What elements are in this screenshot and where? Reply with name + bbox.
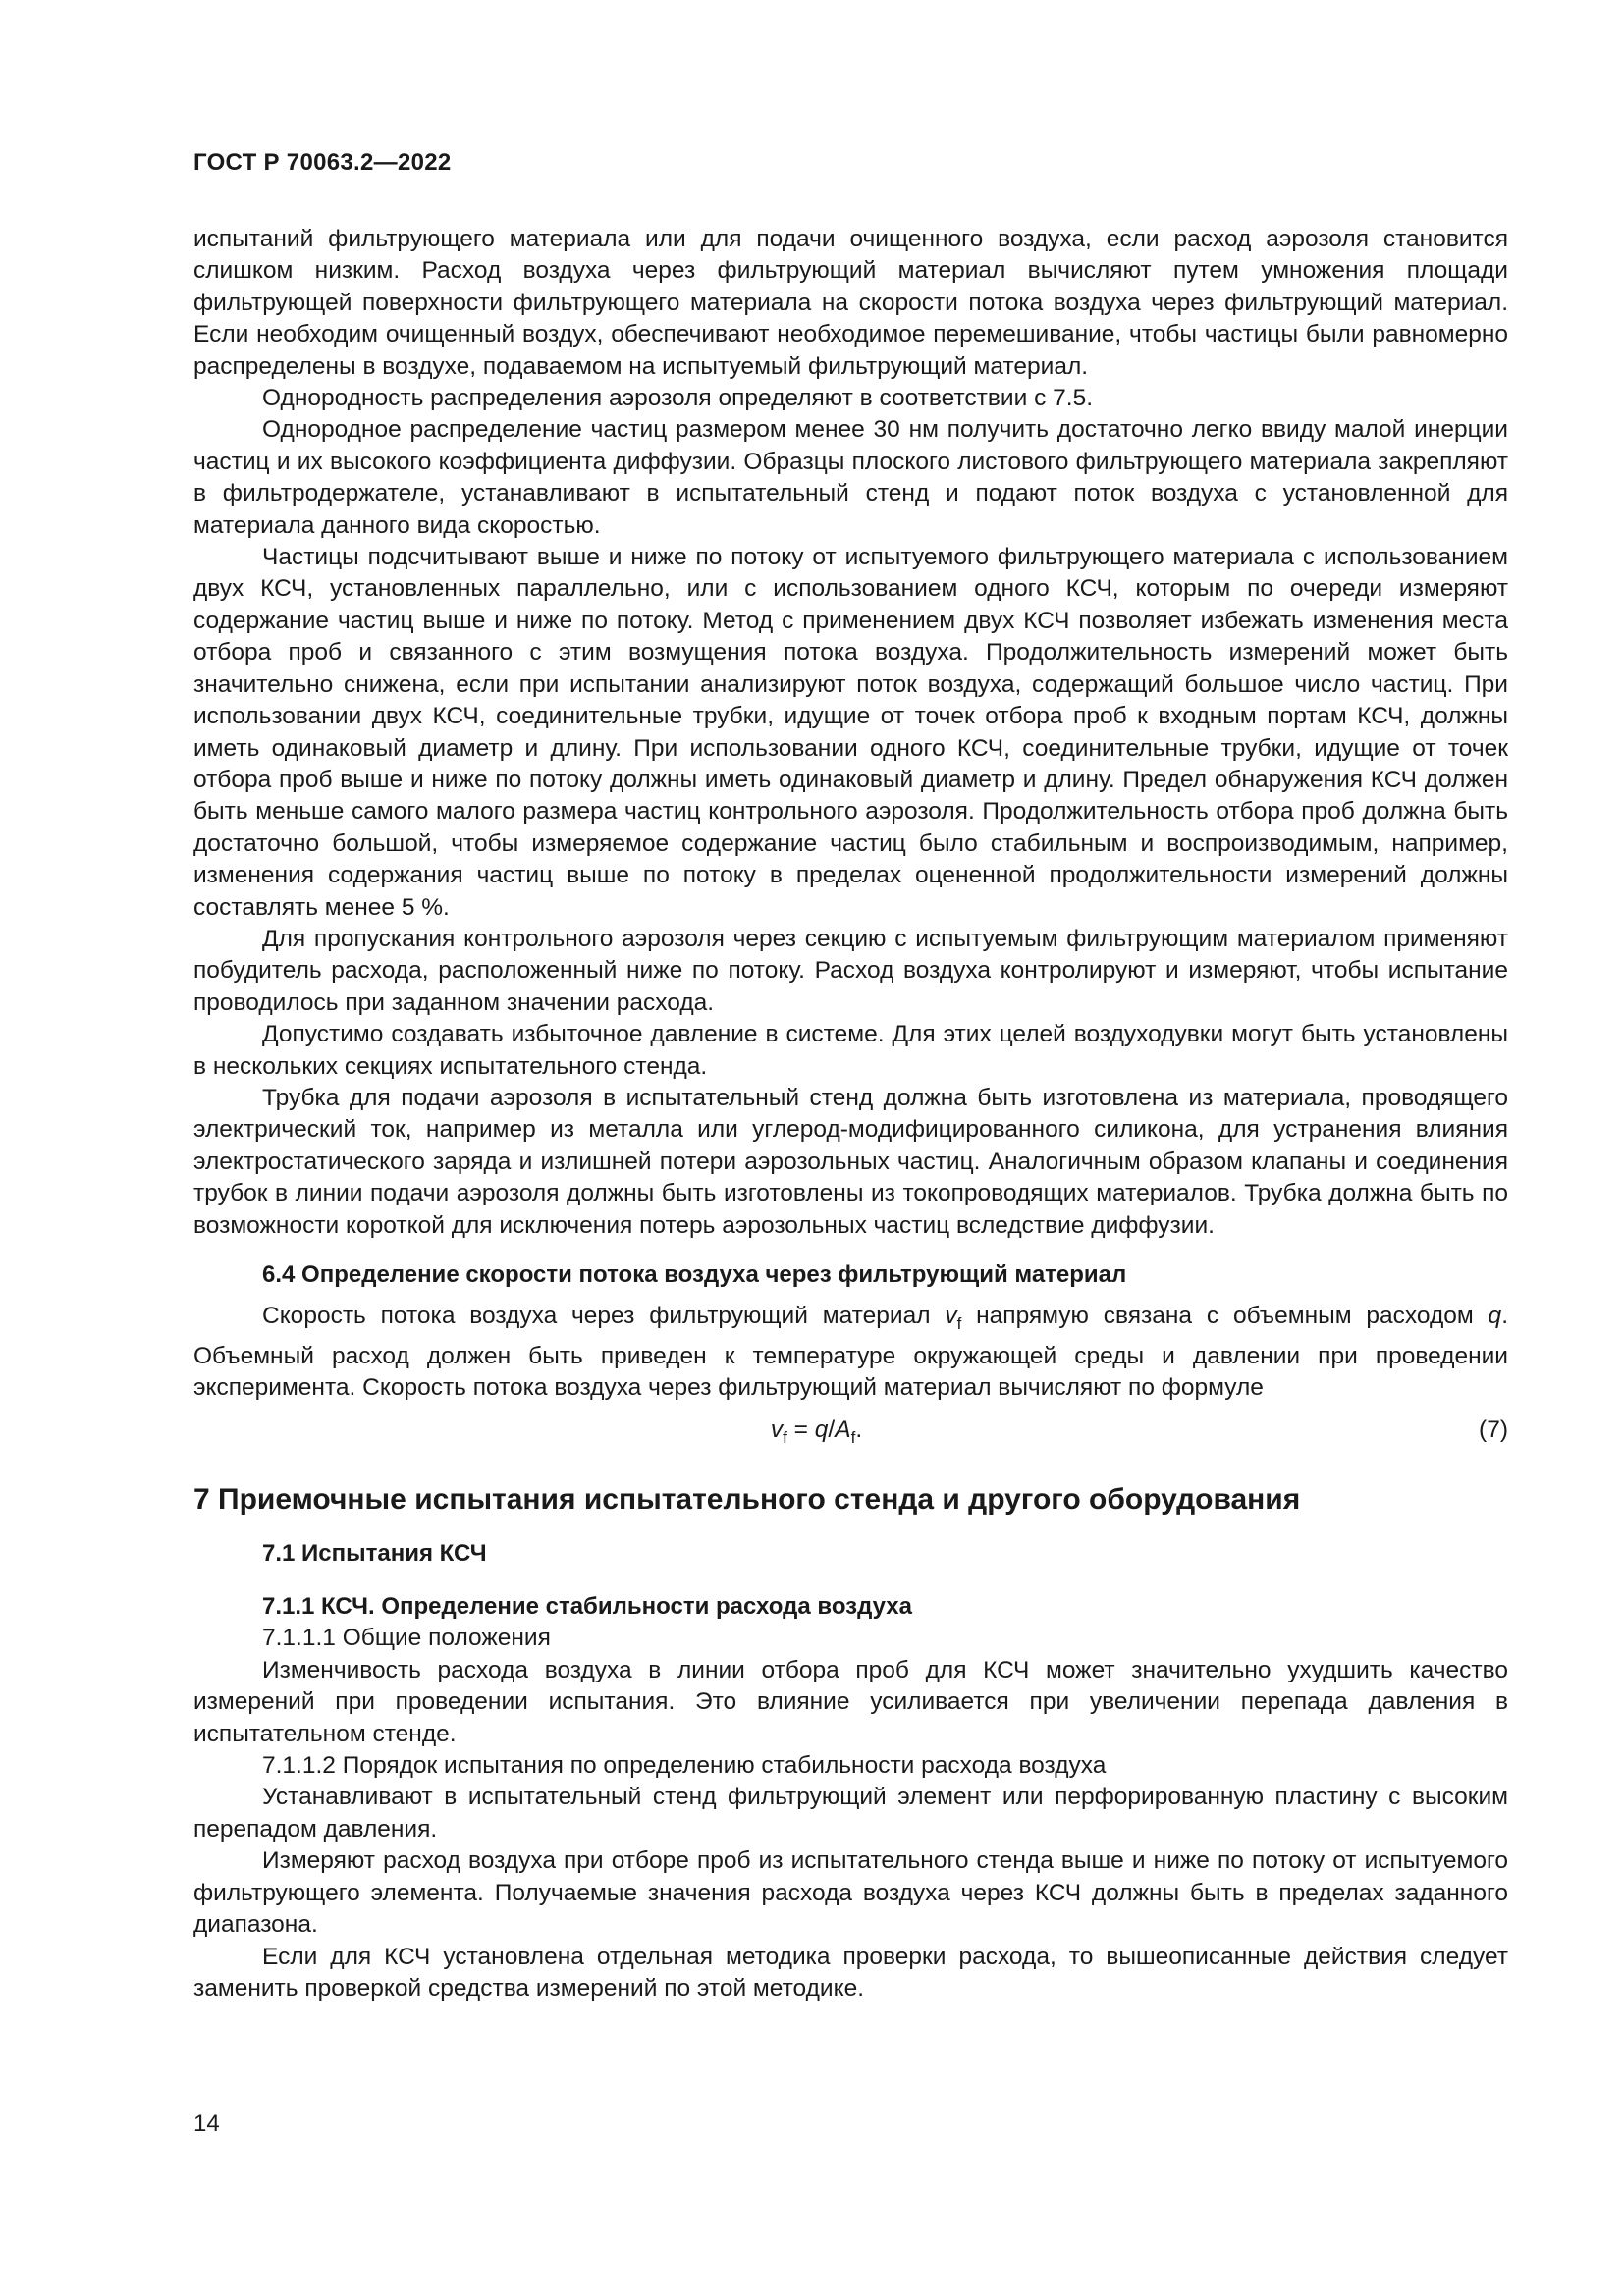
paragraph-particle-counting: Частицы подсчитывают выше и ниже по потоку от испытуемого фильтрующего материала с использованием двух КСЧ, установленных параллельно, или с использованием одного КСЧ, которым по очереди измеряют содержание частиц выше и ниже по потоку. Метод с применением двух КСЧ позволяет избежать изменения места отбора проб и связанного с этим возмущения потока воздуха. Продолжительность измерений может быть значительно снижена, если при испытании анализируют поток воздуха, содержащий большое число частиц. При использовании двух КСЧ, соединительные трубки, идущие от точек отбора проб к входным портам КСЧ, должны иметь одинаковый диаметр и длину. При использовании одного КСЧ, соединительные трубки, идущие от точек отбора проб выше и ниже по потоку должны иметь одинаковый диаметр и длину. Предел обнаружения КСЧ должен быть меньше самого малого размера частиц контрольного аэрозоля. Продолжительность отбора проб должна быть достаточно большой, чтобы измеряемое содержание частиц было стабильным и воспроизводимым, например, изменения содержания частиц выше по потоку в пределах оцененной продолжительности измерений должны составлять менее 5 %. [193, 544, 1508, 921]
formula-A-sub: f [850, 1427, 856, 1447]
document-body [193, 224, 1508, 2004]
formula-q: q [814, 1415, 829, 1443]
formula-equals: = [786, 1415, 815, 1443]
velocity-text-part3: . Объемный расход должен быть приведен к температуре окружающей среды и давлении при проведении эксперимента. Скорость потока воздуха через фильтрующий материал вычисляют по формуле [193, 1303, 1508, 1402]
paragraph-uniform-distribution: Однородное распределение частиц размером менее 30 нм получить достаточно легко ввиду малой инерции частиц и их высокого коэффициента диффузии. Образцы плоского листового фильтрующего материала закрепляют в фильтродержателе, устанавливают в испытательный стенд и подают поток воздуха с установленной для материала данного вида скоростью. [193, 416, 1508, 539]
section-7-1-heading: 7.1 Испытания КСЧ [262, 1539, 487, 1567]
velocity-text-part1: Скорость потока воздуха через фильтрующий материал [262, 1303, 946, 1330]
velocity-variable: v [945, 1303, 957, 1330]
paragraph-measure: Измеряют расход воздуха при отборе проб из испытательного стенда выше и ниже по потоку от испытуемого фильтрующего элемента. Получаемые значения расхода воздуха через КСЧ должны быть в пределах заданного диапазона. [193, 1847, 1508, 1939]
paragraph-method: Если для КСЧ установлена отдельная методика проверки расхода, то вышеописанные действия следует заменить проверкой средства измерений по этой методике. [193, 1943, 1508, 2002]
item-7-1-1-2: 7.1.1.2 Порядок испытания по определению стабильности расхода воздуха [262, 1752, 1107, 1780]
paragraph-aerosol-tube: Трубка для подачи аэрозоля в испытательный стенд должна быть изготовлена из материала, проводящего электрический ток, например из металла или углерод-модифицированного силикона, для устранения влияния электростатического заряда и излишней потери аэрозольных частиц. Аналогичным образом клапаны и соединения трубок в линии подачи аэрозоля должны быть изготовлены из токопроводящих материалов. Трубка должна быть по возможности короткой для исключения потерь аэрозольных частиц вследствие диффузии. [193, 1084, 1508, 1239]
formula-number: (7) [1479, 1415, 1508, 1443]
formula-v-sub: f [783, 1427, 787, 1447]
paragraph-overpressure: Допустимо создавать избыточное давление в системе. Для этих целей воздуходувки могут быть установлены в нескольких секциях испытательного стенда. [193, 1021, 1508, 1080]
formula-7 [193, 1415, 1508, 1454]
paragraph-velocity-definition [193, 1301, 1508, 1404]
velocity-subscript: f [956, 1314, 962, 1334]
section-6-4-heading: 6.4 Определение скорости потока воздуха через фильтрующий материал [262, 1261, 1127, 1288]
formula-row [193, 1409, 1508, 1454]
formula-A: A [835, 1415, 851, 1443]
paragraph-install: Устанавливают в испытательный стенд фильтрующий элемент или перфорированную пластину с высоким перепадом давления. [193, 1784, 1508, 1842]
velocity-text-part2: напрямую связана с объемным расходом [961, 1303, 1489, 1330]
page-number: 14 [193, 2110, 220, 2137]
paragraph-uniformity-ref: Однородность распределения аэрозоля определяют в соответствии с 7.5. [262, 385, 1094, 412]
formula-slash: / [828, 1415, 836, 1443]
paragraph-general: Изменчивость расхода воздуха в линии отбора проб для КСЧ может значительно ухудшить качество измерений при проведении испытания. Это влияние усиливается при увеличении перепада давления в испытательном стенде. [193, 1656, 1508, 1747]
section-7-1-1-heading: 7.1.1 КСЧ. Определение стабильности расхода воздуха [262, 1593, 912, 1621]
formula-period: . [855, 1415, 863, 1443]
formula-v: v [770, 1415, 784, 1443]
document-header: ГОСТ Р 70063.2—2022 [193, 149, 452, 176]
item-7-1-1-1: 7.1.1.1 Общие положения [262, 1625, 551, 1652]
paragraph-flow-inducer: Для пропускания контрольного аэрозоля через секцию с испытуемым фильтрующим материалом применяют побудитель расхода, расположенный ниже по потоку. Расход воздуха контролируют и измеряют, чтобы испытание проводилось при заданном значении расхода. [193, 925, 1508, 1016]
flow-variable: q [1488, 1303, 1502, 1330]
paragraph-continuation: испытаний фильтрующего материала или для подачи очищенного воздуха, если расход аэрозоля становится слишком низким. Расход воздуха через фильтрующий материал вычисляют путем умножения площади фильтрующей поверхности фильтрующего материала на скорости потока воздуха через фильтрующий материал. Если необходим очищенный воздух, обеспечивают необходимое перемешивание, чтобы частицы были равномерно распределены в воздухе, подаваемом на испытуемый фильтрующий материал. [193, 226, 1508, 380]
section-7-heading: 7 Приемочные испытания испытательного стенда и другого оборудования [193, 1482, 1301, 1516]
